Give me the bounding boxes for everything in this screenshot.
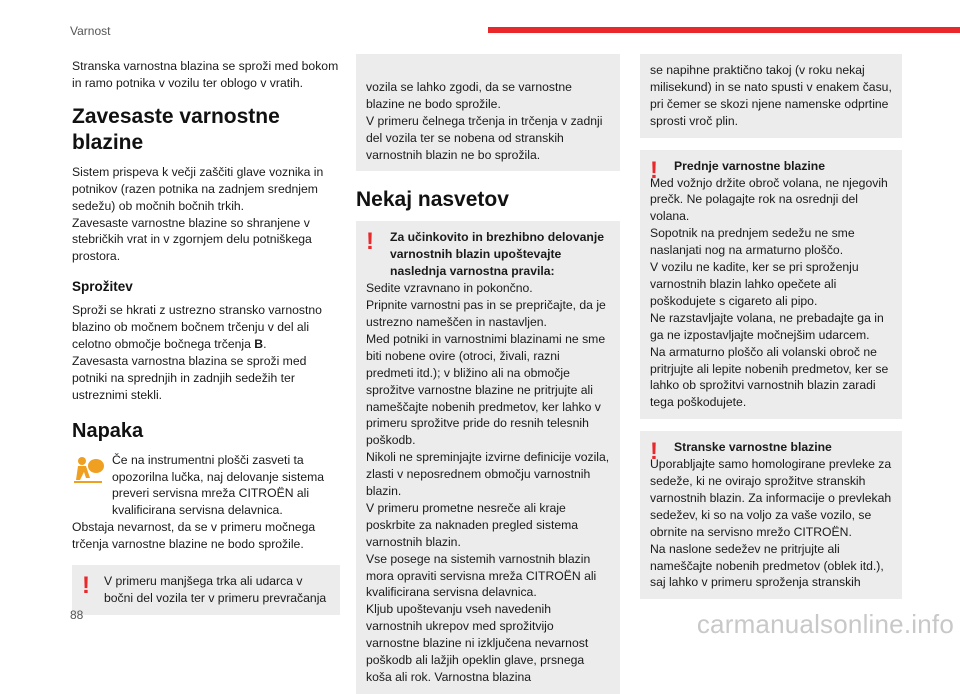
trigger-paragraph-2: Zavesasta varnostna blazina se sproži med potniki na sprednjih in zadnjih sedežih ter ustreznimi stekli. bbox=[72, 353, 307, 402]
heading-fault: Napaka bbox=[72, 419, 144, 442]
front-airbags-box bbox=[640, 150, 902, 420]
column-1 bbox=[72, 58, 340, 615]
warning-icon: ! bbox=[82, 572, 90, 600]
intro-paragraph: Stranska varnostna blazina se sproži med bokom in ramo potnika v vozilu ter oblogo v vratih. bbox=[72, 59, 339, 90]
fault-paragraph-1: Če na instrumentni plošči zasveti ta opozorilna lučka, naj delovanje sistema preveri servisna mreža CITROËN ali kvalificirana servisna delavnica. bbox=[112, 452, 325, 518]
continued-box bbox=[356, 54, 620, 171]
column-2 bbox=[356, 54, 620, 694]
watermark: carmanualsonline.info bbox=[696, 609, 954, 639]
side-airbags-title: Stranske varnostne blazine bbox=[674, 440, 832, 455]
column-3 bbox=[640, 54, 902, 599]
warning-box-side-impact bbox=[72, 565, 340, 615]
heading-trigger: Sprožitev bbox=[72, 279, 133, 295]
warning-icon: ! bbox=[650, 438, 658, 466]
trigger-paragraph-1 bbox=[72, 302, 340, 353]
warning-icon: ! bbox=[366, 228, 374, 256]
front-airbags-title: Prednje varnostne blazine bbox=[674, 158, 826, 173]
continued-text: vozila se lahko zgodi, da se varnostne blazine ne bodo sprožile. V primeru čelnega trčenja in trčenja v zadnji del vozila ter se nobena od stranskih varnostnih blazin ne bo sprožila. bbox=[366, 79, 603, 162]
trigger-end: . bbox=[263, 336, 267, 351]
fault-paragraph-2: Obstaja nevarnost, da se v primeru močnega trčenja varnostne blazine ne bodo sprožile. bbox=[72, 520, 316, 552]
continued-text-3: se napihne praktično takoj (v roku nekaj milisekund) in se nato spusti v enakem času, pri čemer se skozi njene namenske odprtine sprosti vroč plin. bbox=[650, 63, 892, 128]
heading-curtain-airbags: Zavesaste varnostne blazine bbox=[72, 104, 280, 154]
heading-tips: Nekaj nasvetov bbox=[356, 188, 509, 212]
fault-row bbox=[72, 452, 340, 520]
header-accent-bar bbox=[488, 27, 960, 33]
tips-warning-box bbox=[356, 221, 620, 693]
side-airbags-box bbox=[640, 431, 902, 599]
trigger-text: Sproži se hkrati z ustrezno stransko varnostno blazino ob močnem bočnem trčenju v del ali celotno območje bočnega trčenja bbox=[72, 303, 322, 351]
curtain-paragraph-2: Zavesaste varnostne blazine so shranjene v stebričkih vrat in v zgornjem delu potniškega prostora. bbox=[72, 215, 312, 264]
curtain-paragraph-1: Sistem prispeva k večji zaščiti glave voznika in potnikov (razen potnika na zadnjem srednjem sedežu) ob močnih bočnih trkih. bbox=[72, 164, 324, 213]
tips-body: Sedite vzravnano in pokončno. Pripnite varnostni pas in se prepričajte, da je ustrezno nameščen in nastavljen. Med potniki in varnostnimi blazinami ne sme biti nobene ovire (otroci, živali, razni predmeti itd.); v bližino ali na območje sprožitve varnostne blazine ne pritrjujte ali nameščajte nobenih predmetov, ker lahko v primeru sprožitve pride do resnih telesnih poškodb. Nikoli ne spreminjajte izvirne definicije vozila, zlasti v neposrednem območju varnostnih blazin. V primeru prometne nesreče ali kraje poskrbite za naknaden pregled sistema varnostnih blazin. Vse posege na sistemih varnostnih blazin mora opraviti servisna mreža CITROËN ali kvalificirana servisna delavnica. Kljub upoštevanju vseh navedenih varnostnih ukrepov med sprožitvijo varnostne blazine ni izključena nevarnost poškodb ali lažjih opeklin glave, prsnega koša ali rok. Varnostna blazina bbox=[366, 281, 610, 684]
warning-icon: ! bbox=[650, 156, 658, 184]
page-number: 88 bbox=[70, 608, 84, 622]
tips-title: Za učinkovito in brezhibno delovanje varnostnih blazin upoštevajte naslednja varnostna pravila: bbox=[390, 230, 604, 279]
warning-text: V primeru manjšega trka ali udarca v bočni del vozila ter v primeru prevračanja bbox=[104, 574, 327, 605]
side-airbags-body: Uporabljajte samo homologirane prevleke za sedeže, ki ne ovirajo sprožitve stranskih varnostnih blazin. Za informacije o prevlekah sedežev, ki so na voljo za vaše vozilo, se obrnite na servisno mrežo CITROËN. Na naslone sedežev ne pritrjujte ali nameščajte nobenih predmetov (oblek itd.), saj lahko v primeru sproženja stranskih bbox=[650, 457, 892, 590]
zone-label: B bbox=[254, 336, 264, 351]
airbag-warning-icon bbox=[72, 454, 106, 484]
front-airbags-body: Med vožnjo držite obroč volana, ne njegovih prečk. Ne polagajte rok na osrednji del volana. Sopotnik na prednjem sedežu ne sme naslanjati nog na armaturno ploščo. V vozilu ne kadite, ker se pri sproženju varnostnih blazin lahko opečete ali poškodujete s cigareto ali pipo. Ne razstavljajte volana, ne prebadajte ga in ga ne izpostavljajte močnejšim udarcem. Na armaturno ploščo ali volanski obroč ne pritrjujte ali lepite nobenih predmetov, ker se lahko ob sprožitvi varnostnih blazin zaradi tega poškodujete. bbox=[650, 175, 889, 410]
continued-box-3 bbox=[640, 54, 902, 138]
section-header: Varnost bbox=[70, 24, 111, 38]
